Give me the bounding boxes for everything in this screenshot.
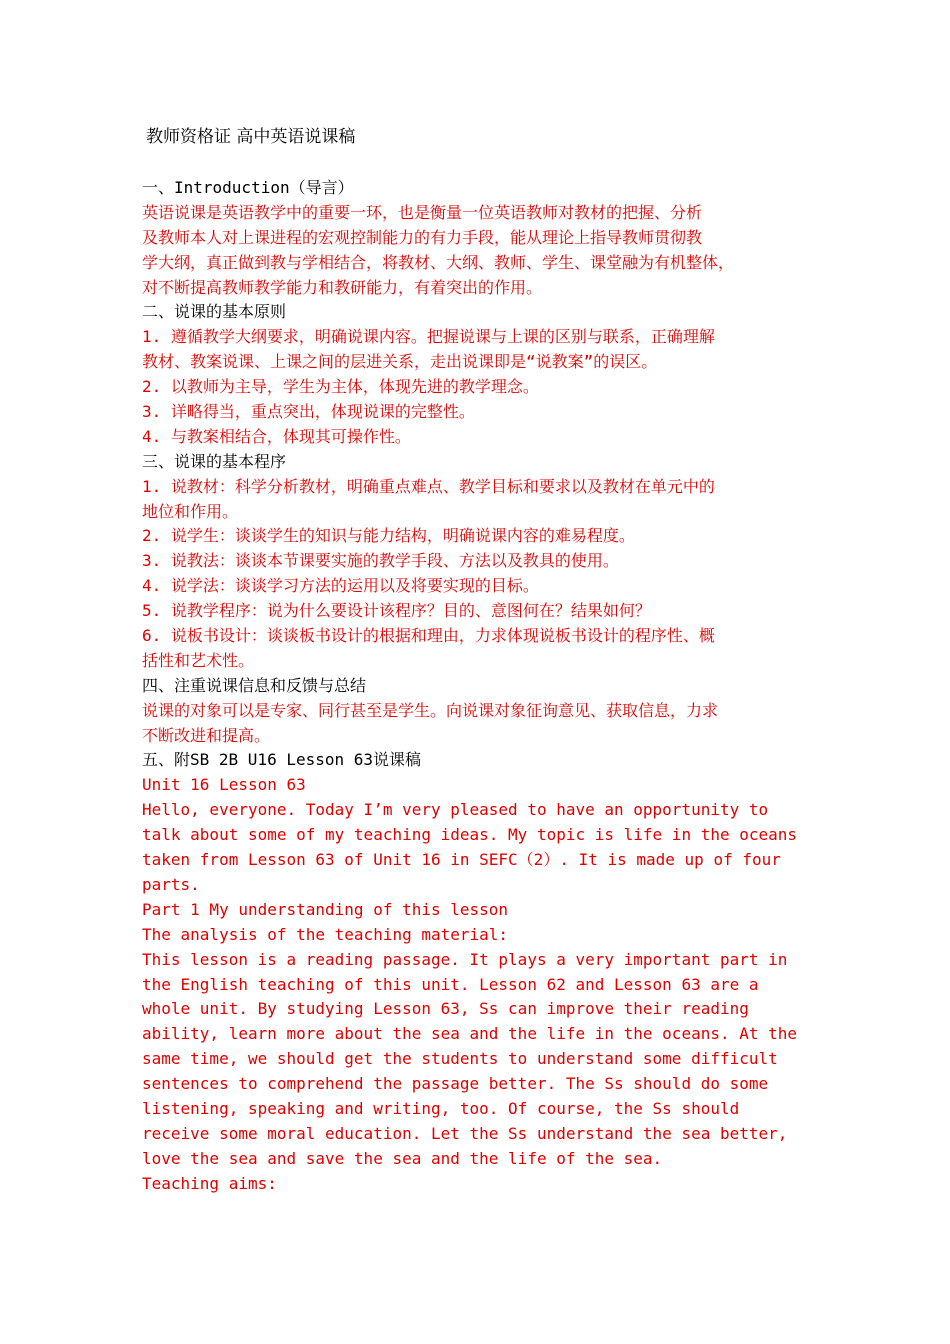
text-line: listening, speaking and writing, too. Of course, the Ss should xyxy=(142,1098,740,1118)
text-line: 不断改进和提高。 xyxy=(142,725,271,745)
text-line: This lesson is a reading passage. It plays a very important part in xyxy=(142,949,788,969)
text-line: Unit 16 Lesson 63 xyxy=(142,775,306,795)
text-line: 对不断提高教师教学能力和教研能力，有着突出的作用。 xyxy=(142,277,543,297)
text-line: 四、注重说课信息和反馈与总结 xyxy=(142,675,367,695)
text-line: 五、附SB 2B U16 Lesson 63说课稿 xyxy=(142,750,422,770)
text-line: receive some moral education. Let the Ss understand the sea better, xyxy=(142,1123,788,1143)
text-line: the English teaching of this unit. Lesson 62 and Lesson 63 are a xyxy=(142,974,759,994)
text-line: 4. 说学法：谈谈学习方法的运用以及将要实现的目标。 xyxy=(142,576,539,596)
text-line: 三、说课的基本程序 xyxy=(142,451,287,471)
text-line: 说课的对象可以是专家、同行甚至是学生。向说课对象征询意见、获取信息，力求 xyxy=(142,700,719,720)
text-line: 2. 说学生：谈谈学生的知识与能力结构，明确说课内容的难易程度。 xyxy=(142,526,635,546)
text-line: parts. xyxy=(142,874,200,894)
text-line: 英语说课是英语教学中的重要一环，也是衡量一位英语教师对教材的把握、分析 xyxy=(142,202,703,222)
text-line: whole unit. By studying Lesson 63, Ss can improve their reading xyxy=(142,999,749,1019)
document-title: 教师资格证 高中英语说课稿 xyxy=(146,127,356,147)
text-line: talk about some of my teaching ideas. My topic is life in the oceans xyxy=(142,825,798,845)
text-line: 2. 以教师为主导，学生为主体，体现先进的教学理念。 xyxy=(142,377,539,397)
text-line: love the sea and save the sea and the life of the sea. xyxy=(142,1148,663,1168)
text-line: 地位和作用。 xyxy=(142,501,239,521)
text-line: 括性和艺术性。 xyxy=(142,650,255,670)
text-line: 3. 详略得当，重点突出，体现说课的完整性。 xyxy=(142,402,475,422)
text-line: 4. 与教案相结合，体现其可操作性。 xyxy=(142,426,411,446)
text-line: 二、说课的基本原则 xyxy=(142,302,287,322)
text-line: 6. 说板书设计：谈谈板书设计的根据和理由，力求体现说板书设计的程序性、概 xyxy=(142,626,715,646)
document-body xyxy=(142,176,822,1197)
text-line: Hello, everyone. Today I’m very pleased to have an opportunity to xyxy=(142,800,769,820)
text-line: 及教师本人对上课进程的宏观控制能力的有力手段，能从理论上指导教师贯彻教 xyxy=(142,227,703,247)
text-line: same time, we should get the students to understand some difficult xyxy=(142,1049,778,1069)
text-line: The analysis of the teaching material: xyxy=(142,924,509,944)
text-line: ability, learn more about the sea and the life in the oceans. At the xyxy=(142,1024,798,1044)
text-line: 5. 说教学程序：说为什么要设计该程序？目的、意图何在？结果如何？ xyxy=(142,601,651,621)
text-line: 1. 说教材：科学分析教材，明确重点难点、教学目标和要求以及教材在单元中的 xyxy=(142,476,715,496)
text-line: 学大纲，真正做到教与学相结合，将教材、大纲、教师、学生、课堂融为有机整体， xyxy=(142,252,735,272)
text-line: 3. 说教法：谈谈本节课要实施的教学手段、方法以及教具的使用。 xyxy=(142,551,619,571)
text-line: 1. 遵循教学大纲要求，明确说课内容。把握说课与上课的区别与联系，正确理解 xyxy=(142,327,715,347)
text-line: taken from Lesson 63 of Unit 16 in SEFC（2）. It is made up of four xyxy=(142,850,781,870)
text-line: Teaching aims: xyxy=(142,1173,277,1193)
text-line: sentences to comprehend the passage better. The Ss should do some xyxy=(142,1074,769,1094)
text-line: 教材、教案说课、上课之间的层进关系，走出说课即是“说教案”的误区。 xyxy=(142,352,658,372)
text-line: 一、Introduction（导言） xyxy=(142,178,354,197)
text-line: Part 1 My understanding of this lesson xyxy=(142,899,509,919)
